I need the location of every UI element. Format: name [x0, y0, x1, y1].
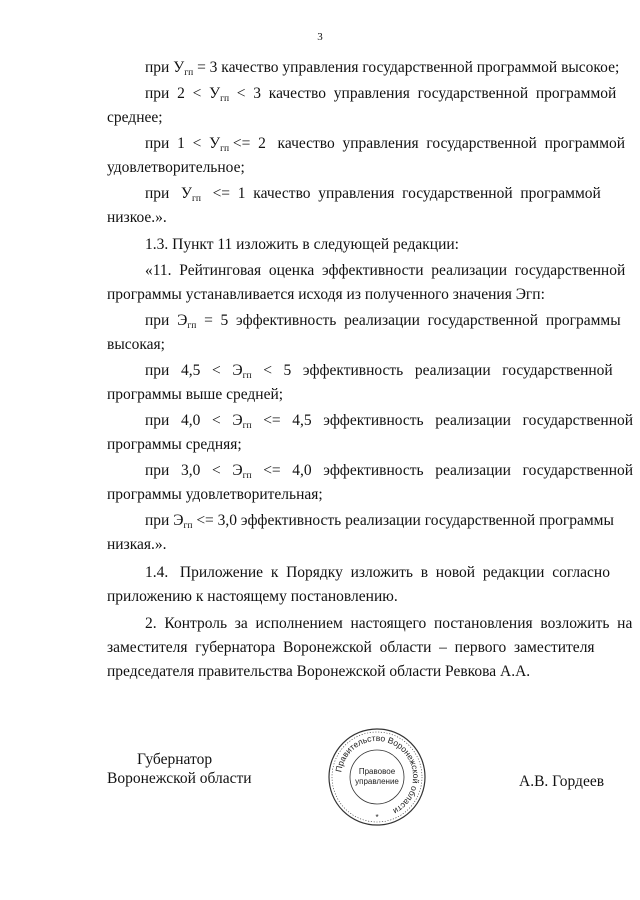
signatory-name: А.В. Гордеев: [519, 773, 605, 790]
paragraph-line: при $2 < У_{гп} < 3$ качество управления государственной программой: [145, 85, 617, 104]
signatory-title-region: Воронежской области: [107, 770, 252, 787]
paragraph-line: высокая;: [107, 336, 165, 353]
paragraph-line: при $3,0 < Э_{гп} <= 4,0$ эффективность реализации государственной: [145, 462, 634, 481]
paragraph-line: заместителя губернатора Воронежской области – первого заместителя: [107, 639, 595, 656]
paragraph-line: при $У_{гп} <= 1$ качество управления государственной программой: [145, 185, 601, 204]
stamp-seal-icon: [322, 722, 432, 832]
page-number: 3: [317, 31, 323, 43]
paragraph-line: приложению к настоящему постановлению.: [107, 588, 398, 605]
signatory-title: Губернатор: [137, 751, 213, 768]
stamp-star-icon: *: [375, 813, 379, 822]
paragraph-line: председателя правительства Воронежской области Ревкова А.А.: [107, 663, 531, 680]
paragraph-line: при $4,5 < Э_{гп} < 5$ эффективность реализации государственной: [145, 362, 613, 381]
paragraph-line: «11. Рейтинговая оценка эффективности реализации государственной: [145, 262, 626, 279]
stamp-ring-text: Правительство Воронежской области: [333, 732, 422, 817]
paragraph-line: 2. Контроль за исполнением настоящего постановления возложить на: [145, 615, 633, 632]
paragraph-line: 1.4. Приложение к Порядку изложить в новой редакции согласно: [145, 564, 610, 581]
paragraph-line: среднее;: [107, 109, 163, 126]
paragraph-line: 1.3. Пункт 11 изложить в следующей редакции:: [145, 236, 459, 253]
paragraph-line: удовлетворительное;: [107, 159, 245, 176]
paragraph-line: программы удовлетворительная;: [107, 486, 323, 503]
paragraph-line: при $Э_{гп} <= 3,0$ эффективность реализации государственной программы: [145, 512, 614, 531]
paragraph-line: программы средняя;: [107, 436, 242, 453]
paragraph-line: при $1 < У_{гп} <= 2$ качество управления государственной программой: [145, 135, 626, 154]
paragraph-line: при $Э_{гп} = 5$ эффективность реализации государственной программы: [145, 312, 621, 331]
official-stamp: [322, 722, 432, 832]
paragraph-line: низкая.».: [107, 536, 167, 553]
paragraph-line: при $4,0 < Э_{гп} <= 4,5$ эффективность реализации государственной: [145, 412, 634, 431]
paragraph-line: низкое.».: [107, 209, 167, 226]
paragraph-line: при $У_{гп} = 3$ качество управления государственной программой высокое;: [145, 59, 620, 78]
paragraph-line: программы выше средней;: [107, 386, 284, 403]
paragraph-line: программы устанавливается исходя из полученного значения Эгп:: [107, 286, 545, 303]
stamp-center-line1: Правовое: [358, 767, 396, 776]
stamp-center-line2: управление: [355, 777, 399, 786]
